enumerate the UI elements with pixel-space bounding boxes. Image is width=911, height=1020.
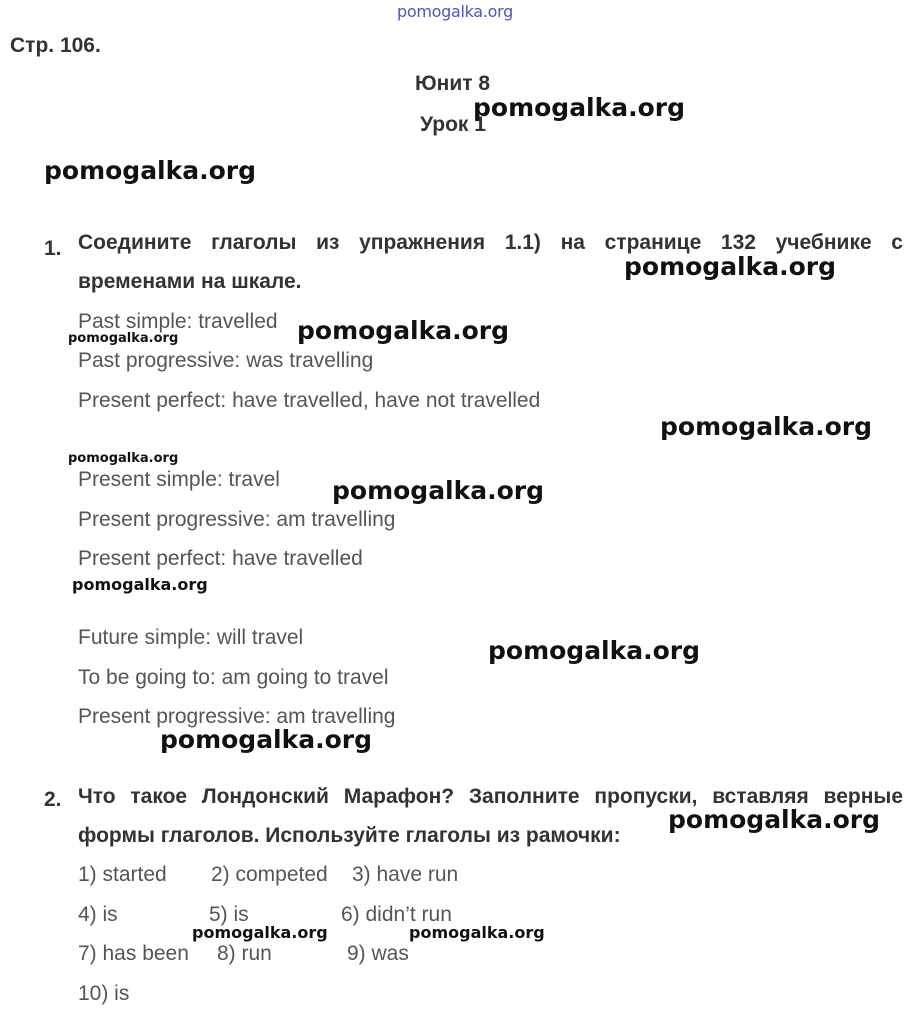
- task1-answer: Present progressive: am travelling: [78, 508, 396, 531]
- task1-answer: Present perfect: have travelled: [78, 547, 363, 570]
- watermark: pomogalka.org: [473, 93, 686, 122]
- task2-answer: 8) run: [217, 942, 272, 965]
- watermark: pomogalka.org: [409, 923, 545, 942]
- watermark: pomogalka.org: [68, 331, 179, 346]
- task2-answer: 3) have run: [352, 863, 459, 886]
- task2-prompt-line1: Что такое Лондонский Марафон? Заполните пропуски, вставляя верные: [78, 785, 903, 808]
- task1-answer: Present simple: travel: [78, 468, 280, 491]
- watermark: pomogalka.org: [160, 725, 373, 754]
- watermark: pomogalka.org: [660, 412, 873, 441]
- watermark: pomogalka.org: [624, 252, 837, 281]
- task2-answer: 10) is: [78, 982, 130, 1005]
- watermark: pomogalka.org: [488, 636, 701, 665]
- lesson-title: Урок 1: [420, 113, 486, 136]
- task2-answer: 6) didn’t run: [341, 903, 452, 926]
- unit-title: Юнит 8: [415, 72, 491, 95]
- watermark: pomogalka.org: [72, 575, 208, 594]
- task2-answer: 5) is: [209, 903, 249, 926]
- watermark: pomogalka.org: [668, 805, 881, 834]
- task2-answer: 4) is: [78, 903, 118, 926]
- watermark: pomogalka.org: [192, 923, 328, 942]
- task1-prompt-line2: временами на шкале.: [78, 270, 302, 293]
- task2-answer: 2) competed: [211, 863, 328, 886]
- watermark: pomogalka.org: [44, 156, 257, 185]
- watermark: pomogalka.org: [297, 316, 510, 345]
- task1-answer: Past progressive: was travelling: [78, 349, 374, 372]
- task2-answer: 9) was: [347, 942, 409, 965]
- task2-answer: 1) started: [78, 863, 167, 886]
- watermark-top: pomogalka.org: [397, 2, 513, 21]
- task1-answer: Future simple: will travel: [78, 626, 304, 649]
- task1-answer: Present progressive: am travelling: [78, 705, 396, 728]
- task2-answer: 7) has been: [78, 942, 189, 965]
- task1-answer: Past simple: travelled: [78, 310, 278, 333]
- watermark: pomogalka.org: [68, 451, 179, 466]
- page-reference: Стр. 106.: [10, 34, 101, 57]
- task1-answer: Present perfect: have travelled, have not travelled: [78, 389, 541, 412]
- task2-number: 2.: [44, 788, 62, 811]
- task1-answer: To be going to: am going to travel: [78, 666, 389, 689]
- watermark: pomogalka.org: [332, 476, 545, 505]
- task2-prompt-line2: формы глаголов. Используйте глаголы из рамочки:: [78, 824, 621, 847]
- task1-number: 1.: [44, 237, 62, 260]
- task1-prompt-line1: Соедините глаголы из упражнения 1.1) на странице 132 учебнике с: [78, 231, 903, 254]
